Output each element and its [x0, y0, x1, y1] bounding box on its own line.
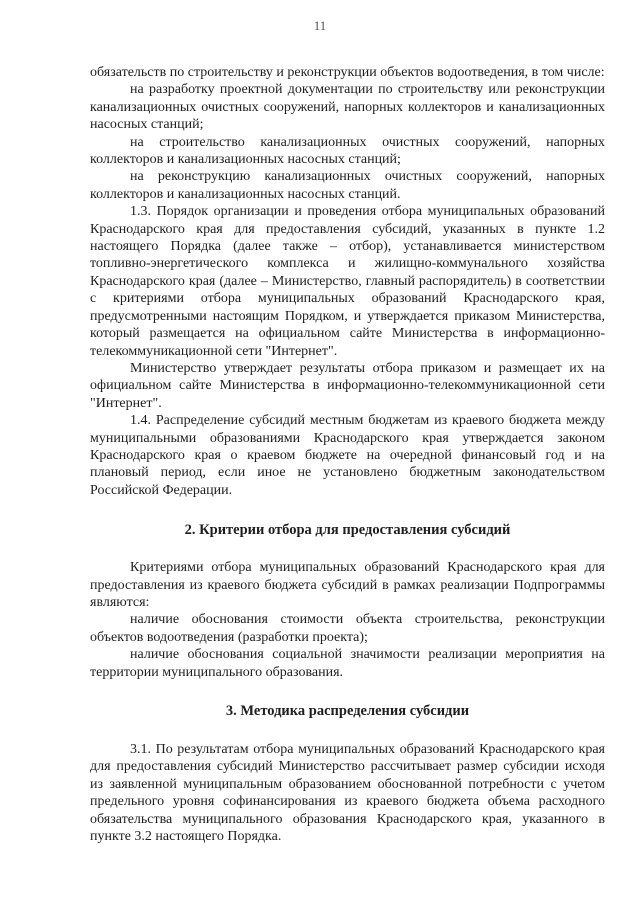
paragraph-continuation: обязательств по строительству и реконструкции объектов водоотведения, в том числе: — [90, 65, 605, 80]
paragraph-1-4: 1.4. Распределение субсидий местным бюджетам из краевого бюджета между муниципальными образованиями Краснодарского края утверждается законом Краснодарского края о краевом бюджете на очередной финансовый год и на плановый период, если иное не установлено бюджетным законодательством Российской Федерации. — [90, 413, 605, 498]
list-item-cost-justification: наличие обоснования стоимости объекта строительства, реконструкции объектов водоотведения (разработки проекта); — [90, 612, 605, 645]
document-body — [90, 64, 605, 845]
list-item-social-significance: наличие обоснования социальной значимости реализации мероприятия на территории муниципального образования. — [90, 647, 605, 680]
page-number: 11 — [313, 18, 327, 33]
list-item-design: на разработку проектной документации по строительству или реконструкции канализационных очистных сооружений, напорных коллекторов и канализационных насосных станций; — [90, 82, 605, 133]
paragraph-3-1: 3.1. По результатам отбора муниципальных образований Краснодарского края для предоставления субсидий Министерство рассчитывает размер субсидии исходя из заявленной муниципальным образованием обоснованной потребности с учетом предельного уровня софинансирования из краевого бюджета объема расходного обязательства муниципального образования Краснодарского края, указанного в пункте 3.2 настоящего Порядка. — [90, 742, 605, 845]
list-item-reconstruct: на реконструкцию канализационных очистных сооружений, напорных коллекторов и канализационных насосных станций. — [90, 169, 605, 202]
paragraph-1-3: 1.3. Порядок организации и проведения отбора муниципальных образований Краснодарского края для предоставления субсидий, указанных в пункте 1.2 настоящего Порядка (далее также – отбор), устанавливается министерством топливно-энергетического комплекса и жилищно-коммунального хозяйства Краснодарского края (далее – Министерство, главный распорядитель) в соответствии с критериями отбора муниципальных образований Краснодарского края, предусмотренными настоящим Порядком, и утверждается приказом Министерства, который размещается на официальном сайте Министерства в информационно-телекоммуникационной сети "Интернет". — [90, 204, 605, 359]
section-2-heading: 2. Критерии отбора для предоставления субсидий — [184, 522, 511, 539]
paragraph-criteria-intro: Критериями отбора муниципальных образований Краснодарского края для предоставления из краевого бюджета субсидий в рамках реализации Подпрограммы являются: — [90, 560, 605, 610]
section-3-heading: 3. Методика распределения субсидии — [225, 703, 470, 719]
paragraph-results: Министерство утверждает результаты отбора приказом и размещает их на официальном сайте Министерства в информационно-телекоммуникационной сети "Интернет". — [90, 360, 605, 411]
list-item-build: на строительство канализационных очистных сооружений, напорных коллекторов и канализационных насосных станций; — [90, 134, 605, 168]
